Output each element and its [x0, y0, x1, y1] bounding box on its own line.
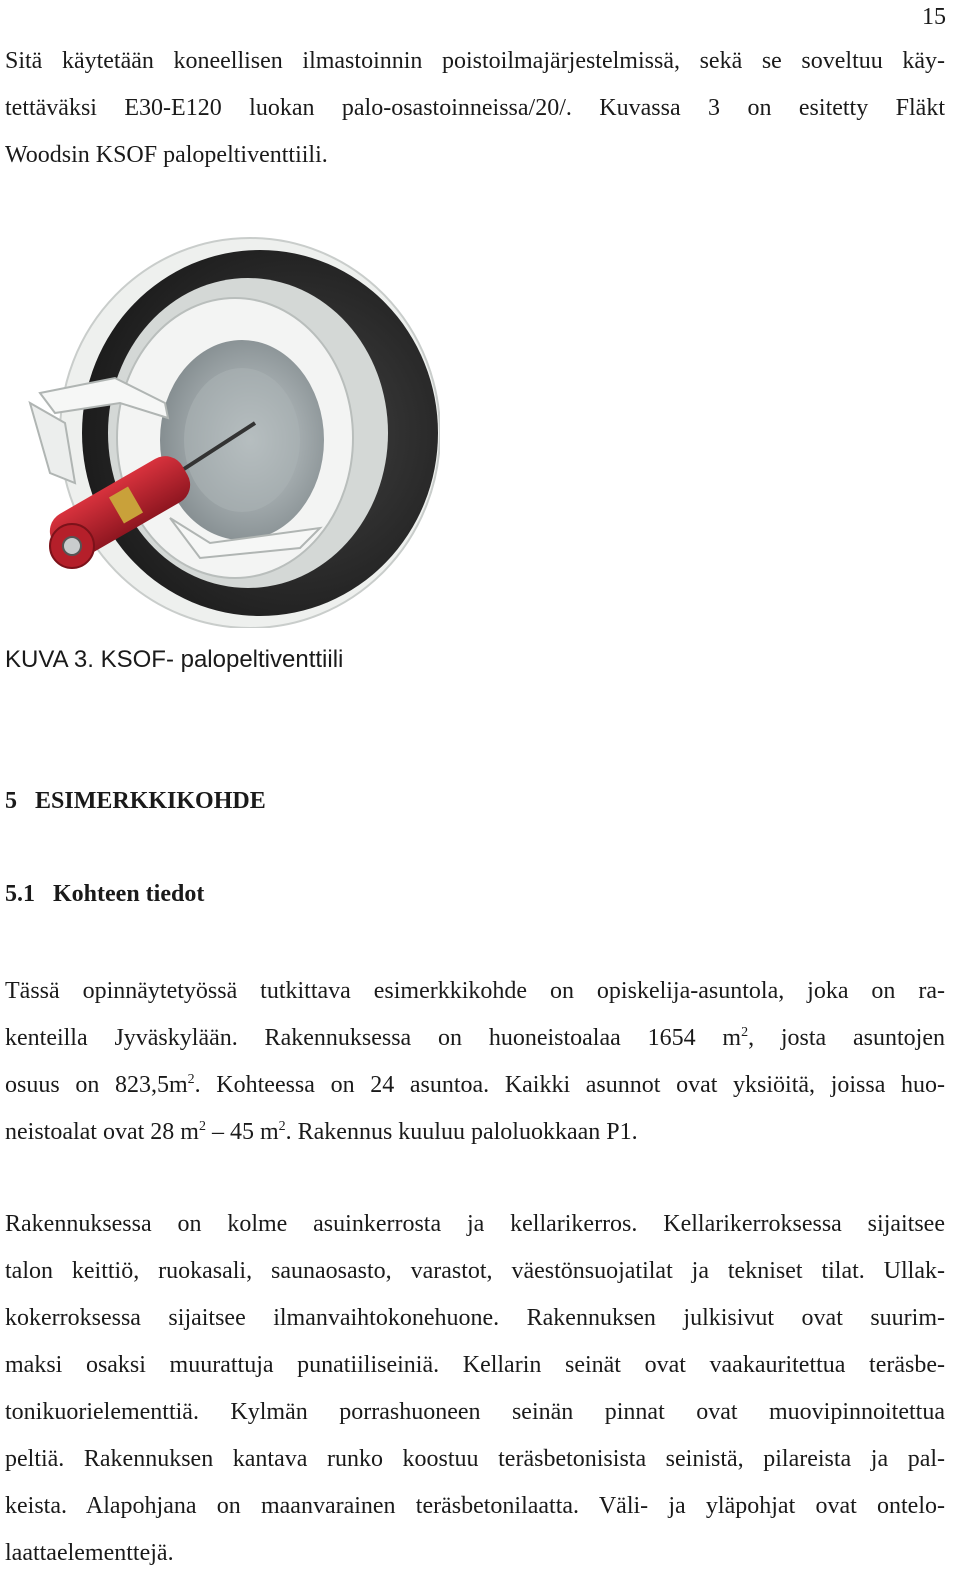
superscript: 2 [278, 1119, 286, 1134]
para2-line-8: laattaelementtejä. [5, 1540, 174, 1566]
para1-line-3 [5, 1062, 945, 1109]
intro-paragraph [5, 38, 945, 179]
section-5-heading [5, 788, 266, 815]
para1-line-4 [5, 1109, 945, 1156]
text-run: osuus on 823,5m [5, 1072, 188, 1098]
text-run: . Kohteessa on 24 asuntoa. Kaikki asunnot ovat yksiöitä, joissa huo- [194, 1072, 945, 1098]
section-5-1-number: 5.1 [5, 881, 35, 907]
text-run: – 45 m [205, 1119, 279, 1145]
para1-line-1: Tässä opinnäytetyössä tutkittava esimerkkikohde on opiskelija-asuntola, joka on ra- [5, 978, 945, 1004]
intro-line-3: Woodsin KSOF palopeltiventtiili. [5, 142, 328, 168]
para2-line-3: kokerroksessa sijaitsee ilmanvaihtokonehuone. Rakennuksen julkisivut ovat suurim- [5, 1305, 945, 1331]
intro-line-2: tettäväksi E30-E120 luokan palo-osastoinneissa/20/. Kuvassa 3 on esitetty Fläkt [5, 95, 945, 121]
figure-caption: KUVA 3. KSOF- palopeltiventtiili [5, 646, 344, 673]
paragraph-1 [5, 968, 945, 1156]
text-run: , josta asuntojen [748, 1025, 945, 1051]
section-5-title: ESIMERKKIKOHDE [35, 788, 266, 814]
para2-line-1: Rakennuksessa on kolme asuinkerrosta ja kellarikerros. Kellarikerroksessa sijaitsee [5, 1211, 945, 1237]
para2-line-6: peltiä. Rakennuksen kantava runko koostuu teräsbetonisista seinistä, pilareista ja pal- [5, 1446, 945, 1472]
superscript: 2 [187, 1072, 195, 1087]
page-number: 15 [922, 4, 946, 30]
section-5-number: 5 [5, 788, 17, 814]
section-5-1-title: Kohteen tiedot [53, 881, 205, 907]
para1-line-2 [5, 1015, 945, 1062]
para2-line-2: talon keittiö, ruokasali, saunaosasto, varastot, väestönsuojatilat ja tekniset tilat. Ullak- [5, 1258, 945, 1284]
paragraph-2 [5, 1201, 945, 1577]
para2-line-4: maksi osaksi muurattuja punatiiliseiniä. Kellarin seinät ovat vaakauritettua teräsbe- [5, 1352, 945, 1378]
ksof-valve-photo [20, 228, 440, 628]
text-run: kenteilla Jyväskylään. Rakennuksessa on huoneistoalaa 1654 m [5, 1025, 742, 1051]
intro-line-1: Sitä käytetään koneellisen ilmastoinnin poistoilmajärjestelmissä, sekä se soveltuu käy- [5, 48, 945, 74]
section-5-1-heading [5, 881, 204, 908]
superscript: 2 [741, 1025, 749, 1040]
text-run: . Rakennus kuuluu paloluokkaan P1. [285, 1119, 638, 1145]
text-run: neistoalat ovat 28 m [5, 1119, 199, 1145]
para2-line-5: tonikuorielementtiä. Kylmän porrashuoneen seinän pinnat ovat muovipinnoitettua [5, 1399, 945, 1425]
para2-line-7: keista. Alapohjana on maanvarainen teräsbetonilaatta. Väli- ja yläpohjat ovat ontelo- [5, 1493, 945, 1519]
superscript: 2 [198, 1119, 206, 1134]
